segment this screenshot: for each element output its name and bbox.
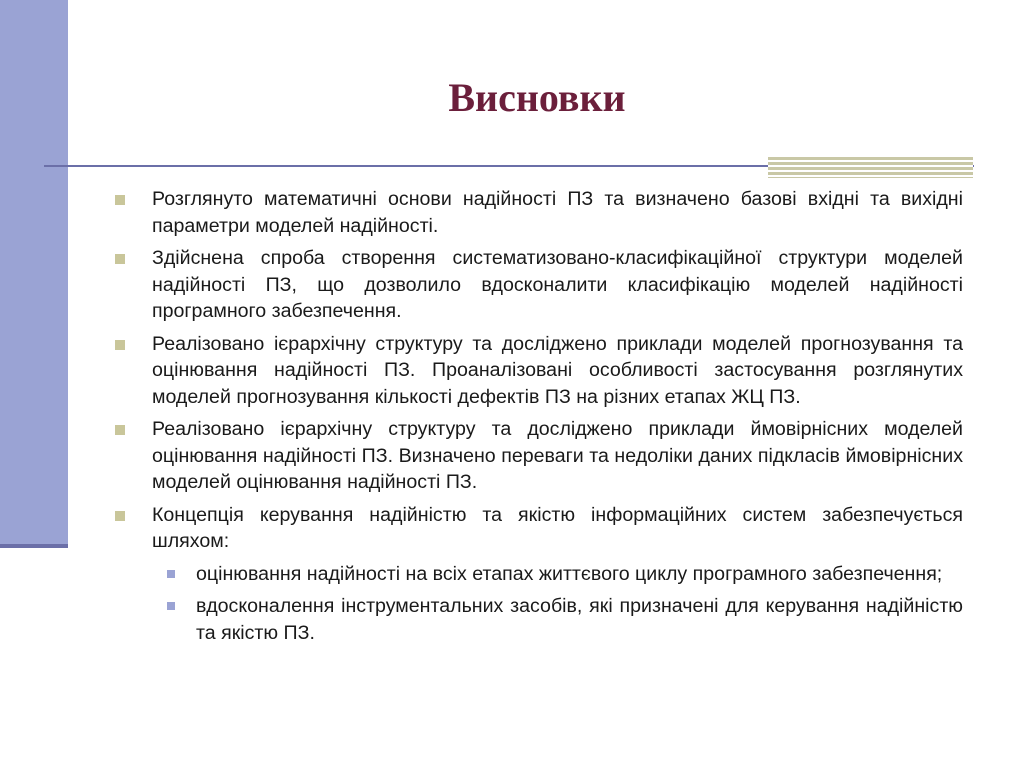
bullet-text: Реалізовано ієрархічну структуру та досліджено приклади моделей прогнозування та оцінювання надійності ПЗ. Проаналізовані особливості застосування розглянутих моделей прогнозування кількості дефектів ПЗ на різних етапах ЖЦ ПЗ. (152, 332, 963, 408)
sub-bullet-text: вдосконалення інструментальних засобів, які призначені для керування надійністю та якістю ПЗ. (196, 595, 963, 644)
slide-content (112, 186, 963, 652)
bullet-text: Розглянуто математичні основи надійності ПЗ та визначено базові вхідні та вихідні параметри моделей надійності. (152, 188, 963, 237)
sub-bullet-text: оцінювання надійності на всіх етапах життєвого циклу програмного забезпечення; (196, 562, 943, 585)
bullet-item (112, 331, 963, 411)
square-bullet-icon (115, 511, 125, 521)
sub-bullet-item (112, 593, 963, 646)
slide-title: Висновки (448, 75, 626, 120)
square-bullet-icon (115, 425, 125, 435)
bullet-item (112, 416, 963, 496)
bullet-text: Здійснена спроба створення систематизовано-класифікаційної структури моделей надійності ПЗ, що дозволило вдосконалити класифікацію моделей надійності програмного забезпечення. (152, 247, 963, 322)
sub-bullet-item (112, 561, 963, 588)
square-sub-bullet-icon (167, 602, 175, 610)
left-bar-edge (0, 544, 68, 548)
bullet-text: Концепція керування надійністю та якістю інформаційних систем забезпечується шляхом: (152, 503, 963, 552)
bullet-text: Реалізовано ієрархічну структуру та досліджено приклади ймовірнісних моделей оцінювання надійності ПЗ. Визначено переваги та недоліки даних підкласів ймовірнісних моделей оцінювання надійності ПЗ. (152, 418, 963, 493)
square-sub-bullet-icon (167, 570, 175, 578)
bullet-item (112, 186, 963, 239)
square-bullet-icon (115, 254, 125, 264)
bullet-item (112, 245, 963, 325)
striped-accent-box (768, 157, 973, 178)
square-bullet-icon (115, 340, 125, 350)
bullet-item (112, 502, 963, 555)
square-bullet-icon (115, 195, 125, 205)
